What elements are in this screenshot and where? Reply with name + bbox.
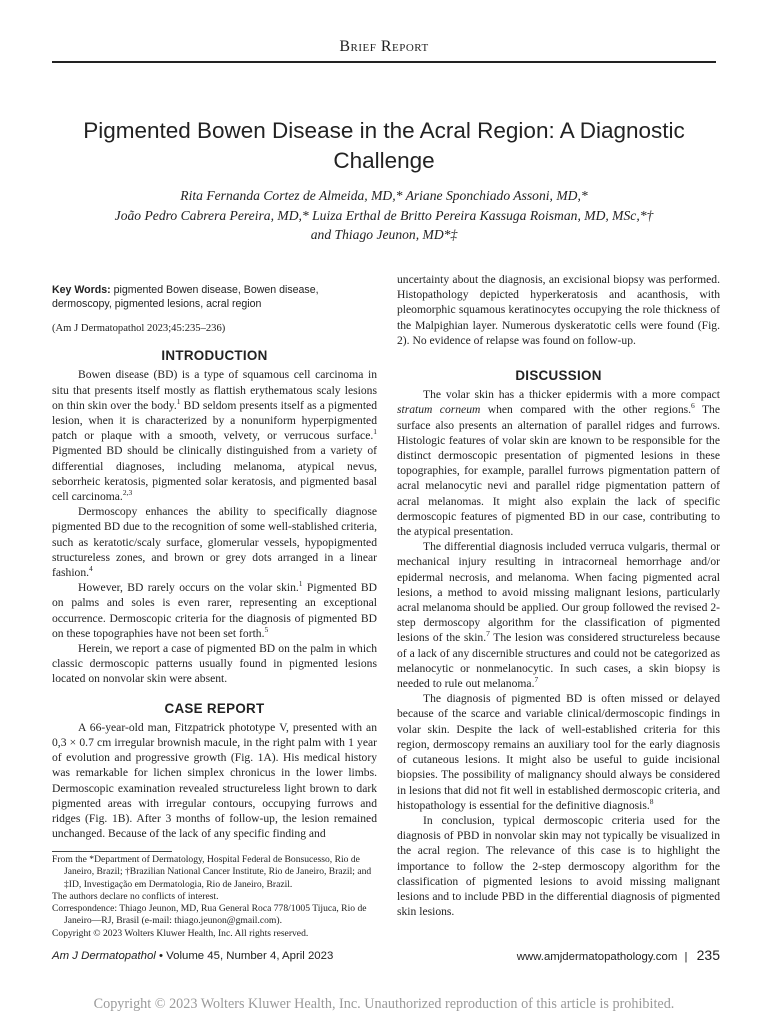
page-number: 235 bbox=[696, 947, 720, 963]
right-column bbox=[397, 272, 720, 919]
footnote-rule bbox=[52, 851, 172, 852]
author-line: Rita Fernanda Cortez de Almeida, MD,* Ariane Sponchiado Assoni, MD,* bbox=[180, 188, 588, 203]
journal-url[interactable]: www.amjdermatopathology.com bbox=[516, 951, 678, 963]
introduction-heading: INTRODUCTION bbox=[161, 348, 268, 364]
footer-journal bbox=[52, 950, 333, 962]
footnote: From the *Department of Dermatology, Hospital Federal de Bonsucesso, Rio de Janeiro, Brazil; †Brazilian National Cancer Institute, Rio de Janeiro, Brazil; and ‡ID, Investigação em Dermatologia, Rio de Janeiro, Brazil. bbox=[52, 854, 372, 890]
footnote: Correspondence: Thiago Jeunon, MD, Rua General Roca 778/1005 Tijuca, Rio de Janeiro—RJ, Brasil (e-mail: thiago.jeunon@gmail.com). bbox=[52, 903, 367, 927]
discussion-paragraph: In conclusion, typical dermoscopic criteria used for the diagnosis of PBD in nonvolar skin may not typically be visualized in the acral region. The relevance of this case is to highlight the importance to follow the 2-step dermoscopy algorithm for the classification of pigmented lesions to avoid missing malignant lesions and to include PBD in the differential diagnosis of pigmented skin lesions. bbox=[397, 813, 720, 919]
section-header: Brief Report bbox=[339, 38, 429, 55]
journal-name: Am J Dermatopathol bbox=[52, 950, 156, 962]
intro-paragraph: Bowen disease (BD) is a type of squamous cell carcinoma in situ that presents itself mostly as flattish erythematous scaly lesions on thin skin over the body.$^1$ BD seldom presents itself as a pigmented lesion, when it is characterized by a nonuniform hyperpigmented patch or plaque with a smooth, velvety, or verrucous surface.$^1$ Pigmented BD should be clinically distinguished from a variety of differential diagnoses, including melanoma, atypical nevus, seborrheic keratosis, pigmented solar keratosis, and pigmented basal cell carcinoma.$^{2,3}$ bbox=[52, 368, 377, 504]
discussion-paragraph: The volar skin has a thicker epidermis with a more compact stratum corneum when compared with the other regions.$^6$ The surface also presents an alternation of parallel ridges and furrows. Histologic features of volar skin are known to be responsible for the distinct dermoscopic presentation of pigmented lesions in these topographies, for example, parallel furrows pigmentation pattern of acral melanocytic nevi and parallel ridge pigmentation pattern of acral melanomas. It might also explain the lack of specific dermoscopic features of pigmented BD in our case, contributing to the atypical presentation. bbox=[397, 388, 720, 539]
keywords-label: Key Words: bbox=[52, 284, 111, 296]
intro-paragraph: Dermoscopy enhances the ability to specifically diagnose pigmented BD due to the recognition of some well-stablished criteria, such as keratotic/scaly surface, glomerular vessels, hypopigmented structureless zones, and brown or grey dots arranged in a linear fashion.$^4$ bbox=[52, 505, 377, 580]
footnote: Copyright © 2023 Wolters Kluwer Health, Inc. All rights reserved. bbox=[52, 927, 309, 939]
journal-issue: • Volume 45, Number 4, April 2023 bbox=[155, 950, 334, 962]
copyright-notice: Copyright © 2023 Wolters Kluwer Health, Inc. Unauthorized reproduction of this article is prohibited. bbox=[93, 996, 675, 1012]
keywords bbox=[52, 283, 377, 311]
discussion-heading: DISCUSSION bbox=[515, 368, 602, 384]
case-report-heading: CASE REPORT bbox=[164, 700, 265, 716]
intro-paragraph: However, BD rarely occurs on the volar skin.$^1$ Pigmented BD on palms and soles is even rarer, representing an exceptional occurrence. Dermoscopic criteria for the diagnosis of pigmented BD on these topographies have not been set forth.$^5$ bbox=[52, 579, 377, 640]
author-line: João Pedro Cabrera Pereira, MD,* Luiza Erthal de Britto Pereira Kassuga Roisman, MD, MSc,*† bbox=[114, 207, 654, 223]
article-title: Pigmented Bowen Disease in the Acral Region: A Diagnostic Challenge bbox=[83, 118, 685, 173]
footnotes bbox=[52, 854, 377, 940]
keywords-text: pigmented Bowen disease, Bowen disease, dermoscopy, pigmented lesions, acral region bbox=[52, 284, 319, 310]
left-column bbox=[52, 283, 377, 842]
intro-paragraph: Herein, we report a case of pigmented BD on the palm in which classic dermoscopic patterns usually found in pigmented lesions located on nonvolar skin were absent. bbox=[52, 642, 377, 686]
footer-separator: | bbox=[684, 951, 688, 963]
footer-right bbox=[517, 947, 720, 963]
header-rule bbox=[52, 61, 716, 63]
citation: (Am J Dermatopathol 2023;45:235–236) bbox=[52, 323, 226, 334]
case-paragraph-continued: uncertainty about the diagnosis, an excisional biopsy was performed. Histopathology depicted hyperkeratosis and acanthosis, with pleomorphic squamous keratinocytes occupying the role thickness of the Malpighian layer. Numerous dyskeratotic cells were found (Fig. 2). No evidence of relapse was found on follow-up. bbox=[397, 273, 720, 347]
discussion-paragraph: The differential diagnosis included verruca vulgaris, thermal or mechanical injury resulting in intracorneal hemorrhage and/or epidermal necrosis, and melanoma. When facing pigmented acral lesions, a method to avoid missing malignant lesions, particularly acral melanoma should be applied. Our group followed the revised 2-step dermoscopy algorithm for the classification of pigmented lesions of the skin.$^7$ The lesion was considered structureless because of a lack of any discernible structures and could not be categorized as melanocytic or nonmelanocytic. In such cases, a skin biopsy is needed to rule out melanoma.$^7$ bbox=[397, 540, 720, 691]
author-line: and Thiago Jeunon, MD*‡ bbox=[310, 227, 458, 242]
footnote: The authors declare no conflicts of interest. bbox=[52, 890, 219, 902]
case-paragraph: A 66-year-old man, Fitzpatrick phototype V, presented with an 0,3 × 0.7 cm irregular brownish macule, in the right palm with 1 year of evolution and progressive growth (Fig. 1A). His medical history was remarkable for lichen simplex chronicus in the lower limbs. Dermoscopic examination revealed structureless light brown to dark pigmented areas with irregular contours, occupying furrows and ridges (Fig. 1B). After 3 months of follow-up, the lesion remained unchanged. Because of the lack of any specific finding and bbox=[52, 720, 377, 841]
discussion-paragraph: The diagnosis of pigmented BD is often missed or delayed because of the scarce and variable clinical/dermoscopic findings in volar skin. Despite the lack of well-established criteria for this region, dermoscopy remains an auxiliary tool for the early diagnosis of cutaneous lesions. It might also be useful to guide incisional biopsies. The possibility of malignancy should always be considered in lesions that did not fit well in established dermoscopic criteria, and histopathology is essential for the definitive diagnosis.$^8$ bbox=[397, 692, 720, 812]
author-list bbox=[40, 186, 728, 245]
